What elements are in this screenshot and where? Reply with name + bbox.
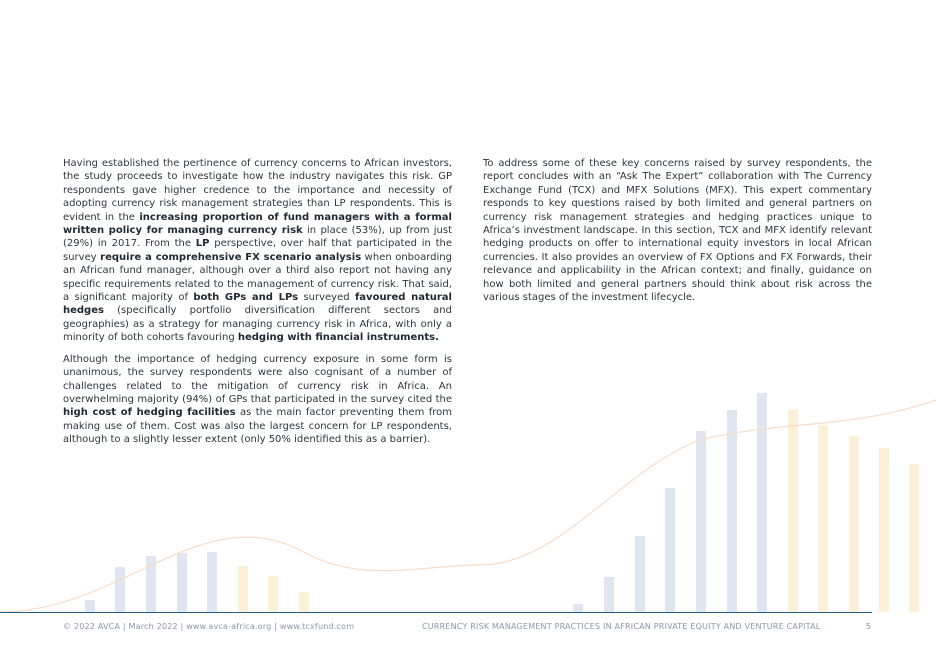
decorative-bar xyxy=(635,536,645,612)
decorative-bar xyxy=(818,425,828,612)
right-paragraph-1: To address some of these key concerns raised by survey respondents, the report concludes with an “Ask The Expert” collaboration with The Currency Exchange Fund (TCX) and MFX Solutions (MFX). This expert commentary responds to key questions raised by both limited and general partners on currency risk management strategies and hedging practices unique to Africa’s investment landscape. In this section, TCX and MFX identify relevant hedging products on offer to international equity investors in local African currencies. It also provides an overview of FX Options and FX Forwards, their relevance and applicability in the African context; and finally, guidance on how both limited and general partners should think about risk across the various stages of the investment lifecycle. xyxy=(483,158,872,304)
decorative-bar xyxy=(573,604,583,612)
decorative-bar xyxy=(665,488,675,612)
decorative-bar xyxy=(85,600,95,612)
decorative-bar xyxy=(757,393,767,612)
decorative-bar xyxy=(727,410,737,612)
decorative-bar xyxy=(604,577,614,612)
decorative-bar xyxy=(177,553,187,612)
footer-rule xyxy=(0,612,872,613)
right-text-column xyxy=(483,157,872,312)
decorative-bar-graphic xyxy=(0,380,936,620)
decorative-bar xyxy=(696,431,706,612)
decorative-bar xyxy=(299,592,309,612)
left-paragraph-1: Having established the pertinence of currency concerns to African investors, the study proceeds to investigate how the industry navigates this risk. GP respondents gave higher credence to the importance and necessity of adopting currency risk management strategies than LP respondents. This is evident in the increasing proportion of fund managers with a formal written policy for managing currency risk in place (53%), up from just (29%) in 2017. From the LP perspective, over half that participated in the survey require a comprehensive FX scenario analysis when onboarding an African fund manager, although over a third also report not having any specific requirements related to the management of currency risk. That said, a significant majority of both GPs and LPs surveyed favoured natural hedges (specifically portfolio diversification different sectors and geographies) as a strategy for managing currency risk in Africa, with only a minority of both cohorts favouring hedging with financial instruments. xyxy=(63,158,452,344)
decorative-bar xyxy=(909,464,919,612)
left-paragraph-2: Although the importance of hedging currency exposure in some form is unanimous, the survey respondents were also cognisant of a number of challenges related to the mitigation of currency risk in Africa. An overwhelming majority (94%) of GPs that participated in the survey cited the high cost of hedging facilities as the main factor preventing them from making use of them. Cost was also the largest concern for LP respondents, although to a slightly lesser extent (only 50% identified this as a barrier). xyxy=(63,353,452,446)
decorative-bar xyxy=(146,556,156,612)
decorative-bar xyxy=(115,567,125,612)
decorative-bar xyxy=(207,552,217,612)
footer-report-title: CURRENCY RISK MANAGEMENT PRACTICES IN AFRICAN PRIVATE EQUITY AND VENTURE CAPITAL xyxy=(422,622,821,631)
decorative-bar xyxy=(849,436,859,612)
decorative-bar xyxy=(788,410,798,612)
decorative-bar xyxy=(238,566,248,612)
decorative-bar xyxy=(268,576,278,612)
footer-credits: © 2022 AVCA | March 2022 | www.avca-africa.org | www.tcxfund.com xyxy=(63,622,355,631)
page-number: 5 xyxy=(866,622,872,631)
decorative-bar xyxy=(879,448,889,612)
